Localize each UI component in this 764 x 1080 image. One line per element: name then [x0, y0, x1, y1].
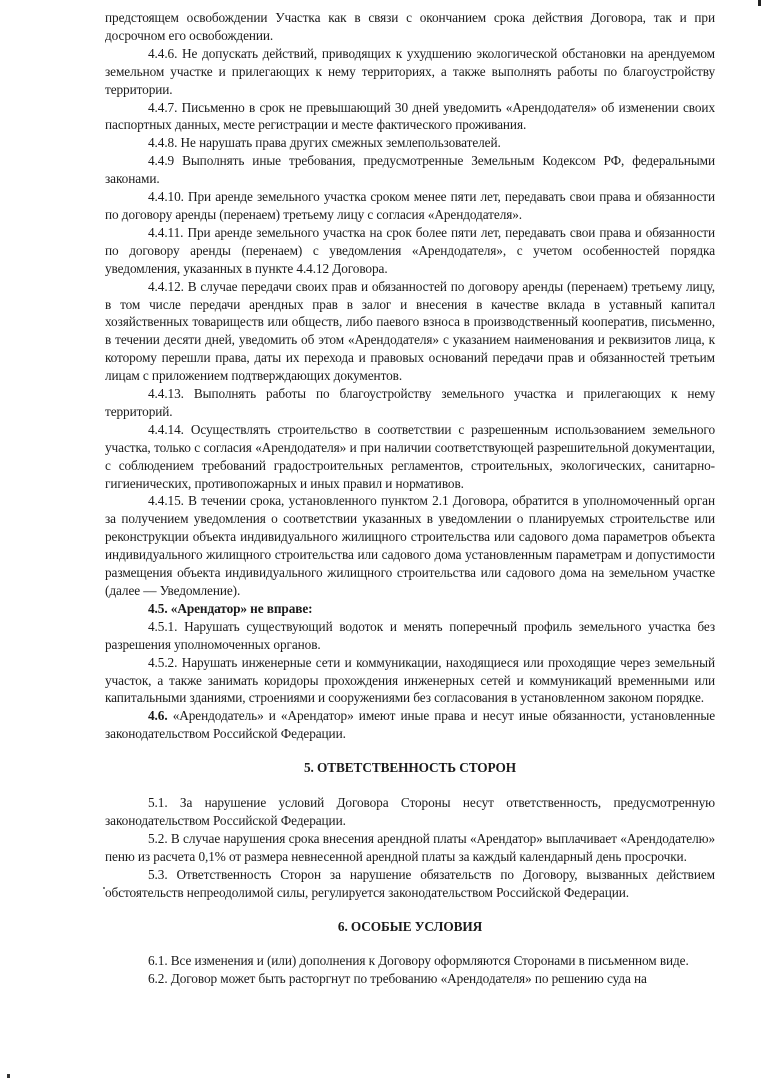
- contract-page: [105, 9, 715, 988]
- subsection-4-5-title: 4.5. «Арендатор» не вправе:: [148, 600, 313, 616]
- clause-4-4-8: 4.4.8. Не нарушать права других смежных землепользователей.: [148, 135, 501, 151]
- clause-4-4-14: 4.4.14. Осуществлять строительство в соответствии с разрешенным использованием земельного участка, только с согласия «Арендодателя» и при наличии соответствующей разрешительной документации, с соблюдением требований градостроительных регламентов, строительных, экологических, санитарно-гигиенических, противопожарных и иных правил и нормативов.: [105, 421, 715, 491]
- clause-4-4-13: 4.4.13. Выполнять работы по благоустройству земельного участка и прилегающих к нему территорий.: [105, 386, 715, 419]
- clause-6-2: 6.2. Договор может быть расторгнут по требованию «Арендодателя» по решению суда на: [148, 971, 647, 987]
- clause-4-6-text: «Арендодатель» и «Арендатор» имеют иные права и несут иные обязанности, установленные законодательством Российской Федерации.: [105, 708, 715, 742]
- paragraph-continuation: предстоящем освобождении Участка как в связи с окончанием срока действия Договора, так и при досрочном его освобождении.: [105, 10, 715, 43]
- clause-5-3: 5.3. Ответственность Сторон за нарушение обязательств по Договору, вызванных действием обстоятельств непреодолимой силы, регулируется законодательством Российской Федерации.: [105, 866, 715, 900]
- clause-4-4-6: 4.4.6. Не допускать действий, приводящих к ухудшению экологической обстановки на арендуемом земельном участке и прилегающих к нему территориях, а также выполнять работы по благоустройству территории.: [105, 45, 715, 97]
- clause-4-4-9: 4.4.9 Выполнять иные требования, предусмотренные Земельным Кодексом РФ, федеральными законами.: [105, 153, 715, 187]
- scan-artifact-dot: [7, 1074, 10, 1078]
- section-6-heading: 6. ОСОБЫЕ УСЛОВИЯ: [337, 918, 483, 934]
- clause-4-4-7: 4.4.7. Письменно в срок не превышающий 30 дней уведомить «Арендодателя» об изменении своих паспортных данных, месте регистрации и месте фактического проживания.: [105, 99, 715, 133]
- clause-6-1: 6.1. Все изменения и (или) дополнения к Договору оформляются Сторонами в письменном виде.: [148, 953, 689, 969]
- clause-5-2: 5.2. В случае нарушения срока внесения арендной платы «Арендатор» выплачивает «Арендодателю» пеню из расчета 0,1% от размера невнесенной арендной платы за каждый календарный день просрочки.: [105, 830, 715, 864]
- clause-4-5-2: 4.5.2. Нарушать инженерные сети и коммуникации, находящиеся или проходящие через земельный участок, а также занимать коридоры прохождения инженерных сетей и коммуникаций временными или капитальными зданиями, строениями и сооружениями без согласования в установленном законом порядке.: [105, 654, 715, 706]
- clause-4-6-number: 4.6.: [148, 708, 168, 724]
- clause-4-4-10: 4.4.10. При аренде земельного участка сроком менее пяти лет, передавать свои права и обязанности по договору аренды (перенаем) третьему лицу с согласия «Арендодателя».: [105, 189, 715, 222]
- clause-4-4-15: 4.4.15. В течении срока, установленного пунктом 2.1 Договора, обратится в уполномоченный орган за получением уведомления о соответствии указанных в уведомлении о планируемых строительстве или реконструкции объекта индивидуального жилищного строительства или садового дома параметров объекта индивидуального жилищного строительства или садового дома установленным параметрам и допустимости размещения объекта индивидуального жилищного строительства или садового дома на земельном участке (далее — Уведомление).: [105, 493, 715, 598]
- subsection-4-5-heading: [105, 600, 715, 618]
- clause-5-1: 5.1. За нарушение условий Договора Стороны несут ответственность, предусмотренную законодательством Российской Федерации.: [105, 795, 715, 828]
- section-5-heading: 5. ОТВЕТСТВЕННОСТЬ СТОРОН: [304, 760, 516, 776]
- clause-4-4-11: 4.4.11. При аренде земельного участка на срок более пяти лет, передавать свои права и обязанности по договору аренды (перенаем) с уведомления «Арендодателя», с учетом особенностей порядка уведомления, указанных в пункте 4.4.12 Договора.: [105, 224, 715, 276]
- scan-artifact-mark: [758, 0, 761, 6]
- clause-4-4-12: 4.4.12. В случае передачи своих прав и обязанностей по договору аренды (перенаем) третьему лицу, в том числе передачи арендных прав в залог и внесения в качестве вклада в уставный капитал хозяйственных товариществ или обществ, либо паевого взноса в производственный кооператив, письменно, в течении десяти дней, уведомить об этом «Арендодателя» с указанием наименования и реквизитов лица, к которому перешли права, даты их перехода и правовых оснований передачи прав и обязанностей третьим лицам с приложением подтверждающих документов.: [105, 278, 715, 384]
- clause-4-5-1: 4.5.1. Нарушать существующий водоток и менять поперечный профиль земельного участка без разрешения уполномоченных органов.: [105, 618, 715, 652]
- clause-4-6: [105, 707, 715, 743]
